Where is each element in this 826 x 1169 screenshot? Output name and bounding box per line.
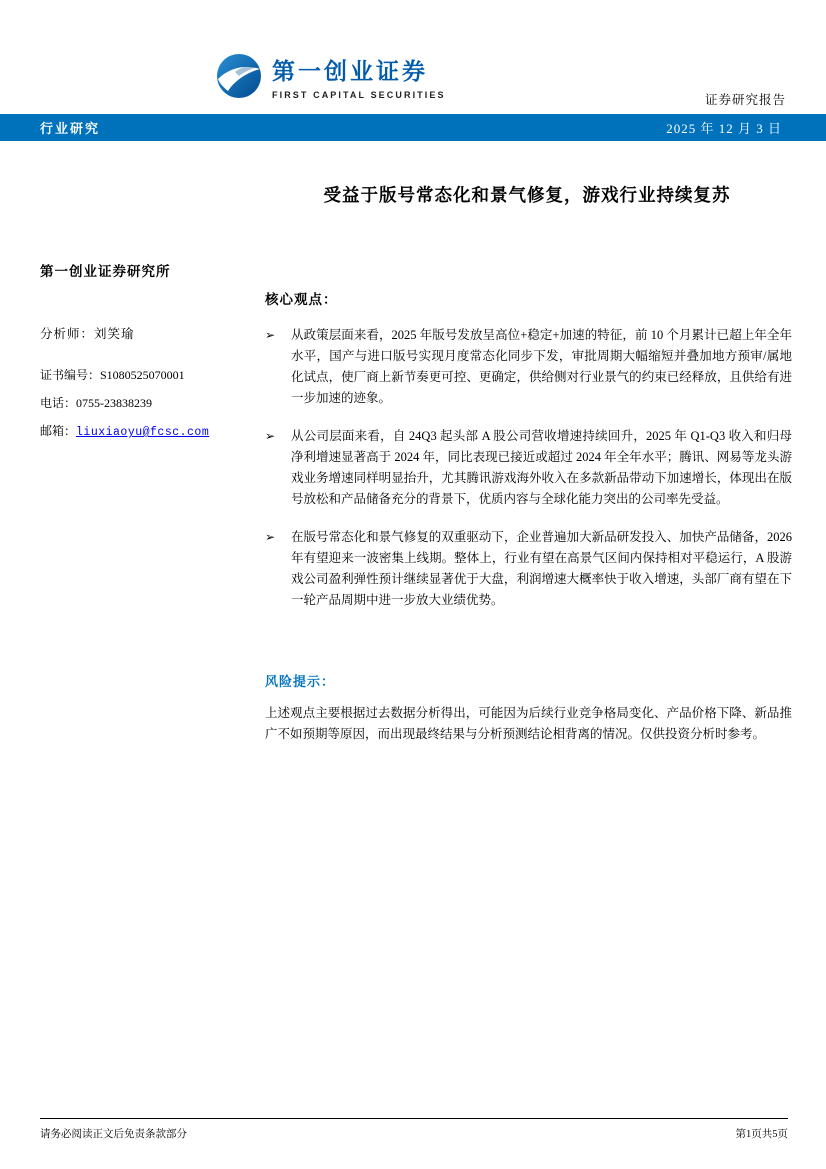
analyst-email-row xyxy=(40,422,252,439)
report-date: 2025 年 12 月 3 日 xyxy=(666,121,782,136)
footer-page-number: 第1页共5页 xyxy=(735,1129,788,1140)
footer-disclaimer: 请务必阅读正文后免责条款部分 xyxy=(40,1129,187,1140)
risk-warning-heading: 风险提示： xyxy=(265,674,336,689)
report-category: 行业研究 xyxy=(40,121,101,136)
bullet-item-outlook xyxy=(265,527,792,611)
company-name-block xyxy=(272,53,446,100)
analyst-email-link[interactable]: liuxiaoyu@fcsc.com xyxy=(76,426,210,439)
company-name-en: FIRST CAPITAL SECURITIES xyxy=(272,89,446,100)
bullet-text: 在版号常态化和景气修复的双重驱动下，企业普遍加大新品研发投入、加快产品储备，2026 年有望迎来一波密集上线期。整体上，行业有望在高景气区间内保持相对平稳运行，A 股游戏公司盈利弹性预计继续显著优于大盘，利润增速大概率快于收入增速，头部厂商有望在下一轮产品周期中进一步放大业绩优势。 xyxy=(291,530,792,607)
core-viewpoints-heading: 核心观点： xyxy=(265,292,338,307)
analyst-cert-number: 证书编号：S1080525070001 xyxy=(40,368,185,382)
bullet-item-company xyxy=(265,426,792,510)
bullet-arrow-icon: ➢ xyxy=(265,530,276,544)
company-name-cn: 第一创业证券 xyxy=(272,58,428,84)
page-footer xyxy=(40,1118,788,1141)
bullet-arrow-icon: ➢ xyxy=(265,429,276,443)
bullet-text: 从公司层面来看，自 24Q3 起头部 A 股公司营收增速持续回升，2025 年 Q1-Q3 收入和归母净利增速显著高于 2024 年，同比表现已接近或超过 2024 年全年水平；腾讯、网易等龙头游戏业务增速同样明显抬升，尤其腾讯游戏海外收入在多款新品带动下加速增长，体现出在版号放松和产品储备充分的背景下，优质内容与全球化能力突出的公司率先受益。 xyxy=(291,429,792,506)
bullet-arrow-icon: ➢ xyxy=(265,328,276,342)
risk-warning-text: 上述观点主要根据过去数据分析得出，可能因为后续行业竞争格局变化、产品价格下降、新品推广不如预期等原因，而出现最终结果与分析预测结论相背离的情况。仅供投资分析时参考。 xyxy=(265,706,792,741)
category-banner xyxy=(0,114,826,141)
bullet-item-policy xyxy=(265,325,792,409)
company-logo xyxy=(215,52,446,100)
analyst-phone: 电话：0755-23838239 xyxy=(40,396,152,410)
bullet-text: 从政策层面来看，2025 年版号发放呈高位+稳定+加速的特征，前 10 个月累计已超上年全年水平，国产与进口版号实现月度常态化同步下发，审批周期大幅缩短并叠加地方预审/属地化试点，使厂商上新节奏更可控、更确定，供给侧对行业景气的约束已经释放，且供给有进一步加速的迹象。 xyxy=(291,328,792,405)
analyst-name: 分析师：刘笑瑜 xyxy=(40,327,135,341)
sidebar-analyst-info xyxy=(40,260,252,450)
report-body xyxy=(265,288,792,745)
company-logo-icon xyxy=(215,52,263,100)
email-label: 邮箱： xyxy=(40,424,77,438)
report-type-label: 证券研究报告 xyxy=(704,93,786,107)
report-title: 受益于版号常态化和景气修复，游戏行业持续复苏 xyxy=(323,185,731,205)
research-institute: 第一创业证券研究所 xyxy=(40,264,171,279)
